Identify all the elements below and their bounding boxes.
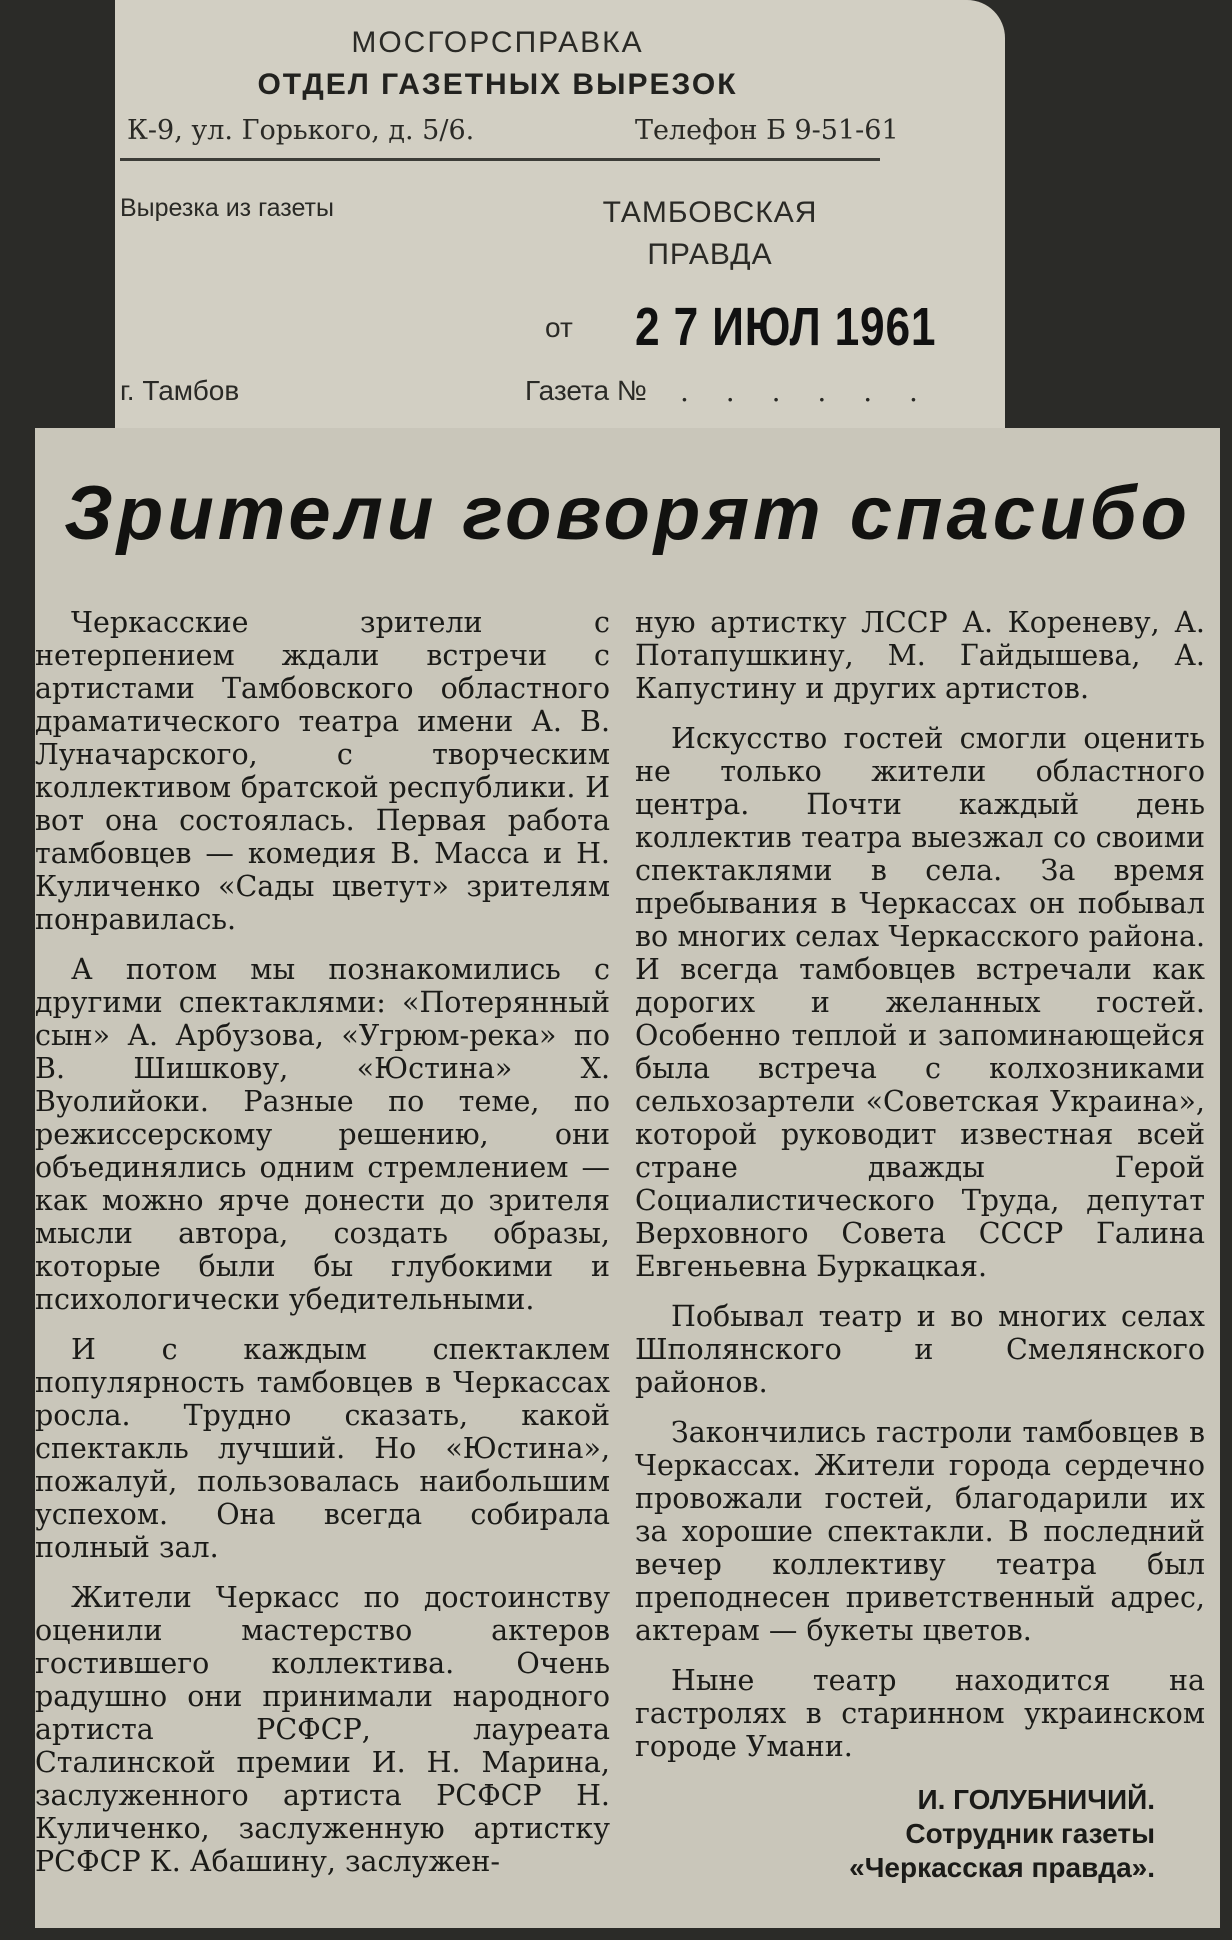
agency-name: МОСГОРСПРАВКА	[351, 26, 644, 59]
article-left-column	[35, 606, 610, 1895]
author-role: Сотрудник газеты	[905, 1818, 1155, 1849]
newspaper-name	[545, 192, 875, 276]
newspaper-name-line2: ПРАВДА	[647, 238, 773, 271]
agency-phone: Телефон Б 9-51-61	[635, 115, 899, 146]
paragraph: Искусство гостей смогли оценить не только жители областного центра. Почти каждый день коллектив театра выезжал со своими спектаклями в села. За время пребывания в Черкассах он побывал во многих селах Черкасского района. И всегда тамбовцев встречали как дорогих и желанных гостей. Особенно теплой и запоминающейся была встреча с колхозниками сельхозартели «Советская Украина», которой руководит известная всей стране дважды Герой Социалистического Труда, депутат Верховного Совета СССР Галина Евгеньевна Буркацкая.	[635, 722, 1205, 1283]
paragraph: Ныне театр находится на гастролях в старинном украинском городе Умани.	[635, 1664, 1205, 1763]
department-name: ОТДЕЛ ГАЗЕТНЫХ ВЫРЕЗОК	[257, 68, 738, 101]
newspaper-name-line1: ТАМБОВСКАЯ	[602, 196, 818, 229]
article-headline: Зрители говорят спасибо	[64, 471, 1191, 556]
author-newspaper: «Черкасская правда».	[849, 1852, 1155, 1883]
paragraph-continuation: ную артистку ЛССР А. Кореневу, А. Потапушкину, М. Гайдышева, А. Капустину и других артистов.	[635, 606, 1205, 705]
date-prefix: от	[545, 312, 573, 343]
city-field: г. Тамбов	[120, 375, 240, 406]
article-signature	[635, 1783, 1155, 1885]
date-stamp: 2 7 ИЮЛ 1961	[635, 297, 937, 357]
article-right-column	[635, 606, 1205, 1780]
clipping-service-label	[115, 0, 1005, 470]
newspaper-clipping	[35, 428, 1220, 1928]
issue-number-blank: . . . . . .	[680, 375, 932, 408]
paragraph: Побывал театр и во многих селах Шполянского и Смелянского районов.	[635, 1300, 1205, 1399]
author-name: И. ГОЛУБНИЧИЙ.	[917, 1784, 1155, 1815]
paragraph: А потом мы познакомились с другими спектаклями: «Потерянный сын» А. Арбузова, «Угрюм-река» по В. Шишкову, «Юстина» Х. Вуолийоки. Разные по теме, по режиссерскому решению, они объединялись одним стремлением — как можно ярче донести до зрителя мысли автора, создать образы, которые были бы глубокими и психологически убедительными.	[35, 953, 610, 1316]
clip-source-label: Вырезка из газеты	[120, 194, 334, 222]
paragraph: Жители Черкасс по достоинству оценили мастерство актеров гостившего коллектива. Очень радушно они принимали народного артиста РСФСР, лауреата Сталинской премии И. Н. Марина, заслуженного артиста РСФСР Н. Куличенко, заслуженную артистку РСФСР К. Абашину, заслужен-	[35, 1581, 610, 1878]
paragraph: И с каждым спектаклем популярность тамбовцев в Черкассах росла. Трудно сказать, какой спектакль лучший. Но «Юстина», пожалуй, пользовалась наибольшим успехом. Она всегда собирала полный зал.	[35, 1333, 610, 1564]
agency-address: К-9, ул. Горького, д. 5/6.	[127, 115, 475, 146]
issue-number-label: Газета №	[525, 375, 647, 406]
paragraph: Черкасские зрители с нетерпением ждали встречи с артистами Тамбовского областного драматического театра имени А. В. Луначарского, с творческим коллективом братской республики. И вот она состоялась. Первая работа тамбовцев — комедия В. Масса и Н. Куличенко «Сады цветут» зрителям понравилась.	[35, 606, 610, 936]
paragraph: Закончились гастроли тамбовцев в Черкассах. Жители города сердечно провожали гостей, благодарили их за хорошие спектакли. В последний вечер коллективу театра был преподнесен приветственный адрес, актерам — букеты цветов.	[635, 1416, 1205, 1647]
label-divider	[120, 158, 880, 161]
